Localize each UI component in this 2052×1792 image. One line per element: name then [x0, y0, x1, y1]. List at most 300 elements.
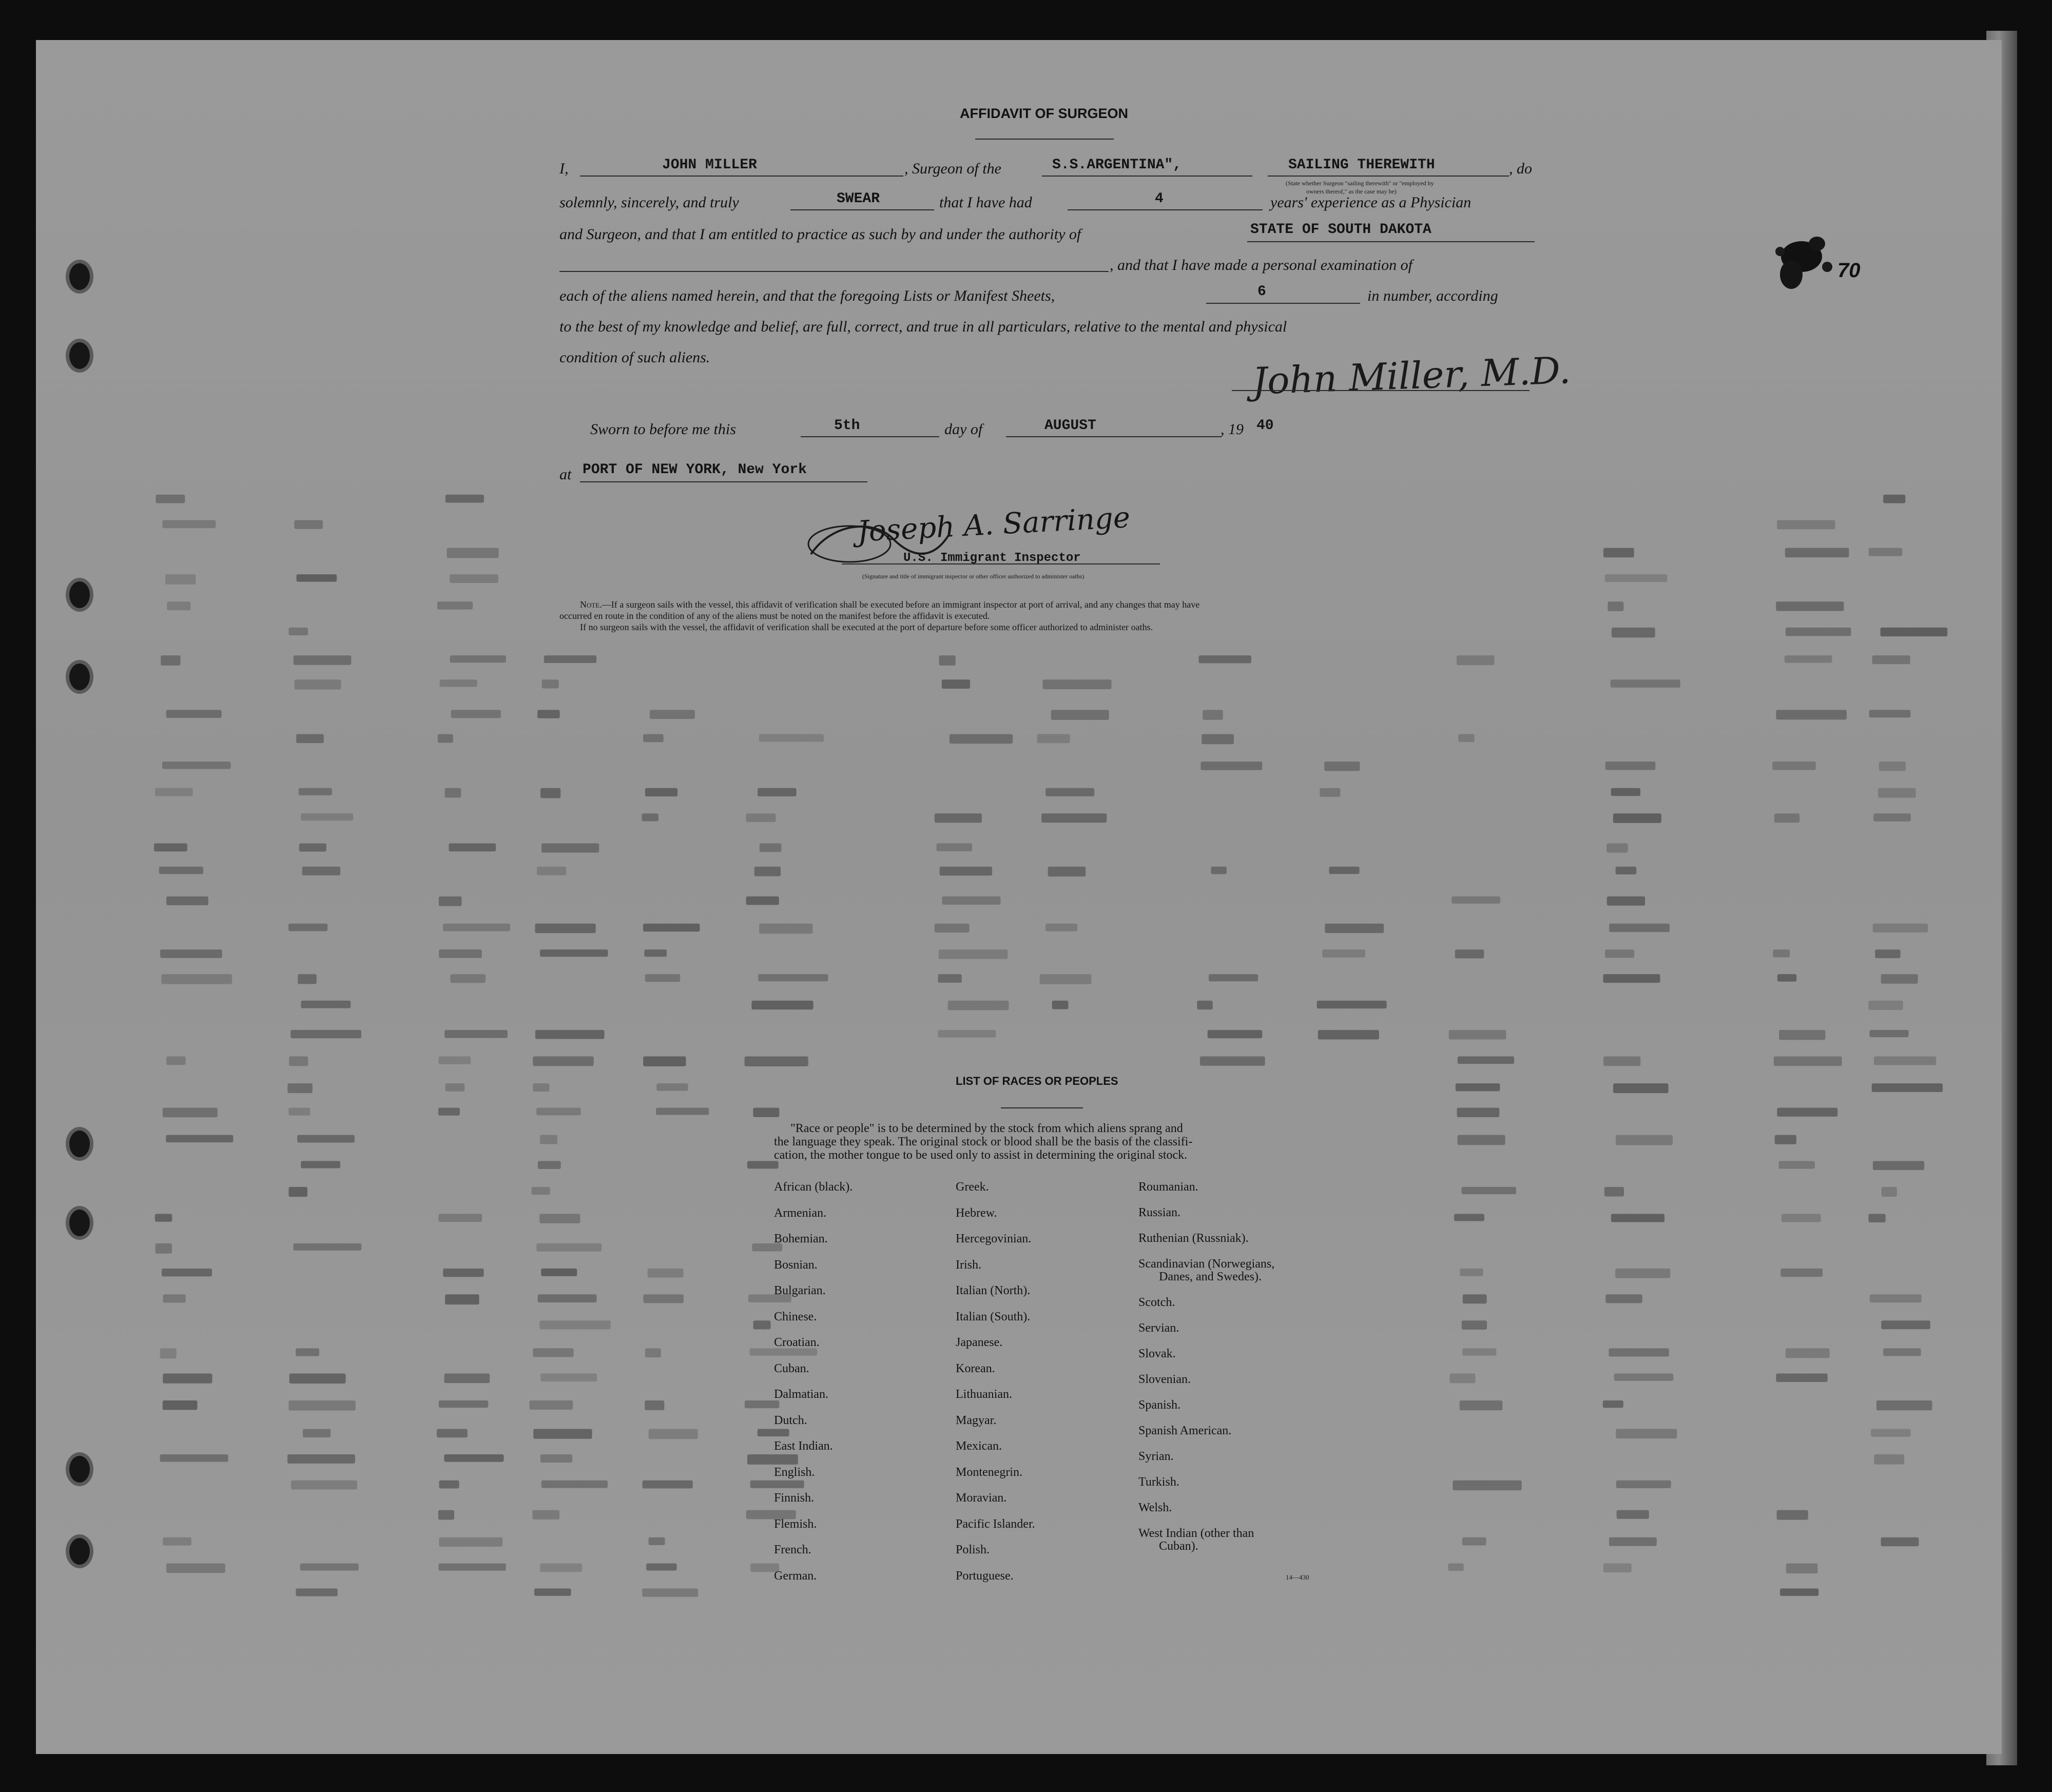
bleed-mark: [1870, 1030, 1909, 1037]
bleed-mark: [447, 548, 498, 558]
bleed-mark: [643, 1057, 686, 1066]
bleed-mark: [166, 710, 222, 718]
bleed-mark: [1611, 679, 1680, 688]
bleed-mark: [296, 1588, 337, 1596]
bleed-mark: [1199, 655, 1251, 663]
bleed-mark: [160, 1348, 177, 1358]
bleed-mark: [536, 1108, 581, 1116]
underline: [580, 176, 903, 177]
bleed-mark: [163, 1108, 218, 1118]
bleed-mark: [1785, 655, 1832, 663]
bleed-mark: [1317, 1001, 1387, 1008]
race-item: Pacific Islander.: [956, 1517, 1035, 1531]
bleed-mark: [539, 1320, 611, 1329]
line2-lead: solemnly, sincerely, and truly: [559, 194, 739, 211]
race-item: Ruthenian (Russniak).: [1138, 1232, 1249, 1245]
bleed-mark: [294, 655, 352, 665]
bleed-mark: [1875, 949, 1900, 958]
title-underline: [975, 139, 1114, 140]
race-item: Italian (South).: [956, 1310, 1031, 1323]
bleed-mark: [1462, 1320, 1487, 1330]
bleed-mark: [1200, 1057, 1265, 1066]
bleed-mark: [291, 1481, 357, 1490]
bleed-mark: [296, 734, 324, 743]
bleed-mark: [541, 1481, 608, 1488]
bleed-mark: [1874, 1057, 1936, 1065]
bleed-mark: [1449, 1030, 1506, 1039]
sworn-day: 5th: [834, 418, 860, 434]
race-item: Armenian.: [774, 1206, 826, 1220]
bleed-mark: [760, 843, 782, 852]
race-item: Irish.: [956, 1258, 981, 1272]
bleed-mark: [750, 1481, 804, 1488]
bleed-mark: [437, 601, 473, 609]
bleed-mark: [1320, 788, 1340, 797]
bleed-mark: [288, 924, 327, 931]
race-item: Hercegovinian.: [956, 1232, 1032, 1245]
bleed-mark: [439, 1481, 459, 1489]
bleed-mark: [449, 843, 496, 851]
bleed-mark: [301, 813, 353, 821]
bleed-mark: [1203, 710, 1223, 719]
affidavit-title: AFFIDAVIT OF SURGEON: [960, 106, 1128, 121]
bleed-mark: [643, 924, 700, 932]
race-item: Dalmatian.: [774, 1388, 828, 1401]
note-line-1: [580, 599, 1199, 610]
bleed-mark: [1616, 867, 1637, 874]
bleed-mark: [1603, 1563, 1632, 1572]
bleed-mark: [1881, 1320, 1930, 1329]
bleed-mark: [1611, 788, 1640, 796]
line3-lead: and Surgeon, and that I am entitled to practice as such by and under the authority of: [559, 226, 1081, 243]
bleed-mark: [642, 1588, 698, 1596]
bleed-mark: [1785, 548, 1849, 557]
bleed-mark: [288, 1400, 355, 1411]
bleed-mark: [645, 1400, 664, 1410]
pronoun: I,: [559, 160, 569, 177]
bleed-mark: [1460, 1400, 1503, 1410]
bleed-mark: [1048, 867, 1086, 876]
race-item: Scotch.: [1138, 1296, 1175, 1309]
bleed-mark: [1878, 788, 1916, 798]
bleed-mark: [540, 1135, 557, 1144]
underline: [559, 271, 1109, 272]
race-item: Syrian.: [1138, 1450, 1174, 1463]
bleed-mark: [438, 1108, 460, 1116]
bleed-mark: [936, 843, 972, 851]
bleed-mark: [644, 949, 667, 957]
bleed-mark: [1871, 1429, 1911, 1437]
race-item: Dutch.: [774, 1413, 807, 1427]
bleed-mark: [938, 1030, 996, 1038]
oath-word: SWEAR: [837, 191, 880, 207]
sworn-day-of: day of: [944, 421, 983, 438]
underline: [580, 481, 867, 482]
bleed-mark: [1779, 1161, 1815, 1168]
bleed-mark: [297, 574, 337, 582]
bleed-mark: [745, 1057, 808, 1066]
bleed-mark: [438, 734, 453, 743]
bleed-mark: [1451, 897, 1500, 904]
authority: STATE OF SOUTH DAKOTA: [1250, 222, 1431, 238]
bleed-mark: [439, 1400, 488, 1408]
race-item: African (black).: [774, 1180, 853, 1194]
bleed-mark: [1052, 1001, 1069, 1009]
bleed-mark: [444, 1374, 490, 1384]
bleed-mark: [1037, 734, 1070, 743]
bleed-mark: [1457, 1108, 1500, 1117]
bleed-mark: [1448, 1563, 1464, 1571]
bleed-mark: [1872, 1083, 1943, 1092]
bleed-mark: [297, 1135, 355, 1143]
bleed-mark: [1786, 1348, 1830, 1358]
underline: [1206, 303, 1360, 304]
race-item: Welsh.: [1138, 1501, 1172, 1514]
bleed-mark: [1609, 924, 1670, 932]
bleed-mark: [294, 1243, 362, 1251]
sworn-month: AUGUST: [1044, 418, 1096, 434]
bleed-mark: [532, 1187, 550, 1195]
bleed-mark: [1611, 1214, 1664, 1222]
bleed-mark: [939, 949, 1008, 959]
bleed-mark: [156, 1243, 172, 1254]
bleed-mark: [643, 1294, 683, 1303]
bleed-mark: [295, 679, 341, 689]
bleed-mark: [1046, 788, 1094, 796]
bleed-mark: [1603, 1400, 1623, 1408]
bleed-mark: [1881, 1537, 1919, 1546]
bleed-mark: [533, 1057, 594, 1066]
bleed-mark: [438, 1214, 482, 1222]
race-item: Flemish.: [774, 1517, 817, 1531]
bleed-mark: [536, 1243, 602, 1252]
page-mark: 70: [1837, 259, 1861, 282]
ink-blot: [1766, 226, 1879, 308]
note-text-1: —If a surgeon sails with the vessel, this affidavit of verification shall be executed before an immigrant inspector at port of arrival, and any changes that may have: [602, 599, 1200, 610]
bleed-mark: [1873, 813, 1911, 821]
bleed-mark: [751, 1001, 813, 1009]
bleed-mark: [166, 1057, 186, 1065]
bleed-mark: [1609, 1537, 1657, 1546]
underline: [1006, 436, 1222, 437]
race-item: Bulgarian.: [774, 1284, 826, 1297]
bleed-mark: [942, 679, 970, 689]
bleed-mark: [1616, 1135, 1673, 1145]
bleed-mark: [1462, 1537, 1486, 1546]
bleed-mark: [166, 897, 208, 905]
bleed-mark: [533, 1348, 573, 1357]
race-item: Servian.: [1138, 1321, 1179, 1335]
bleed-mark: [1324, 762, 1360, 771]
bleed-mark: [645, 1348, 661, 1357]
surgeon-signature: John Miller, M.D.: [1251, 348, 1572, 403]
bleed-mark: [643, 734, 664, 742]
bleed-mark: [288, 628, 308, 635]
bleed-mark: [1776, 601, 1844, 611]
bleed-mark: [753, 1108, 779, 1117]
bleed-mark: [299, 788, 332, 795]
bleed-mark: [539, 1214, 580, 1223]
race-item: Korean.: [956, 1361, 995, 1375]
bleed-mark: [542, 679, 559, 688]
sailing-note: (State whether Surgeon "sailing therewith" or "employed by: [1286, 180, 1434, 187]
race-item: Slovenian.: [1138, 1373, 1191, 1386]
bleed-mark: [163, 520, 216, 529]
bleed-mark: [1614, 1374, 1674, 1381]
bleed-mark: [1603, 974, 1660, 983]
bleed-mark: [1774, 813, 1799, 823]
bleed-mark: [533, 1429, 592, 1439]
bleed-mark: [1612, 628, 1655, 637]
bleed-mark: [1607, 897, 1645, 906]
line6: to the best of my knowledge and belief, are full, correct, and true in all particulars, relative to the mental and physical: [559, 318, 1287, 335]
bleed-mark: [289, 1057, 308, 1066]
bleed-mark: [1780, 1269, 1823, 1277]
bleed-mark: [643, 1481, 693, 1489]
bleed-mark: [541, 1269, 577, 1276]
bleed-mark: [754, 867, 781, 876]
bleed-mark: [1883, 1348, 1921, 1356]
bleed-mark: [1208, 1030, 1263, 1038]
bleed-mark: [446, 1083, 464, 1092]
bleed-mark: [1605, 574, 1667, 582]
bleed-mark: [537, 710, 560, 718]
bleed-mark: [1777, 520, 1835, 530]
bleed-mark: [646, 1563, 676, 1570]
bleed-mark: [1780, 1588, 1818, 1595]
line7: condition of such aliens.: [559, 349, 710, 366]
race-item: German.: [774, 1569, 817, 1583]
inspector-title: U.S. Immigrant Inspector: [903, 551, 1081, 565]
bleed-mark: [656, 1108, 709, 1115]
bleed-mark: [438, 1563, 506, 1570]
races-intro-2: the language they speak. The original stock or blood shall be the basis of the classifi-: [774, 1135, 1193, 1148]
line4-tail: , and that I have made a personal examination of: [1110, 257, 1412, 274]
bleed-mark: [1041, 813, 1107, 823]
bleed-mark: [301, 1161, 340, 1168]
bleed-mark: [745, 1400, 779, 1408]
bleed-mark: [1881, 628, 1948, 636]
ship-name: S.S.ARGENTINA",: [1052, 157, 1182, 173]
bleed-mark: [938, 974, 961, 983]
underline: [1068, 209, 1263, 210]
bleed-mark: [1883, 495, 1905, 503]
bleed-mark: [1608, 601, 1623, 611]
bleed-mark: [758, 1429, 789, 1437]
race-item: Croatian.: [774, 1336, 820, 1349]
race-item: Italian (North).: [956, 1284, 1031, 1297]
bleed-mark: [1786, 628, 1851, 636]
race-item: Scandinavian (Norwegians,: [1138, 1257, 1275, 1271]
years-experience: 4: [1155, 191, 1164, 207]
bleed-mark: [1209, 974, 1258, 981]
bleed-mark: [294, 520, 323, 529]
bleed-mark: [649, 1429, 698, 1439]
at-lead: at: [559, 466, 572, 483]
bleed-mark: [1616, 1429, 1677, 1439]
bleed-mark: [163, 1537, 191, 1546]
bleed-mark: [160, 949, 222, 958]
bleed-mark: [1606, 843, 1628, 852]
bleed-mark: [166, 1563, 225, 1573]
bleed-mark: [167, 601, 190, 610]
bleed-mark: [935, 924, 970, 932]
bleed-mark: [1873, 1161, 1924, 1170]
bleed-mark: [1462, 1348, 1496, 1355]
bleed-mark: [163, 1294, 185, 1302]
bleed-mark: [1325, 924, 1384, 933]
bleed-mark: [439, 949, 482, 958]
bleed-mark: [1201, 762, 1262, 770]
bleed-mark: [759, 924, 812, 934]
bleed-mark: [537, 867, 566, 875]
bleed-mark: [746, 813, 776, 822]
surgeon-of-label: , Surgeon of the: [904, 160, 1001, 177]
bleed-mark: [163, 1400, 198, 1410]
bleed-mark: [440, 679, 477, 687]
sheet-count: 6: [1257, 284, 1266, 300]
bleed-mark: [159, 867, 203, 874]
bleed-mark: [303, 1429, 331, 1437]
race-item: Greek.: [956, 1180, 989, 1194]
bleed-mark: [1329, 867, 1360, 874]
bleed-mark: [439, 897, 462, 906]
bleed-mark: [1458, 734, 1474, 742]
bleed-mark: [296, 1348, 319, 1356]
bleed-mark: [162, 762, 231, 769]
bleed-mark: [445, 1294, 479, 1304]
bleed-mark: [1460, 1269, 1483, 1276]
bleed-mark: [942, 897, 1000, 905]
race-item: French.: [774, 1543, 811, 1556]
bleed-mark: [1617, 1510, 1649, 1519]
bleed-mark: [155, 788, 193, 796]
bleed-mark: [535, 924, 595, 933]
bleed-mark: [534, 1588, 571, 1595]
bleed-mark: [540, 1563, 582, 1572]
race-item: Turkish.: [1138, 1475, 1179, 1489]
bleed-mark: [163, 1374, 212, 1384]
bleed-mark: [940, 867, 992, 875]
bleed-mark: [1605, 1294, 1642, 1303]
bleed-mark: [1879, 762, 1906, 771]
race-item: Portuguese.: [956, 1569, 1014, 1583]
bleed-mark: [758, 974, 828, 981]
bleed-mark: [1318, 1030, 1379, 1039]
surgeon-name: JOHN MILLER: [662, 157, 757, 173]
line5-lead: each of the aliens named herein, and that the foregoing Lists or Manifest Sheets,: [559, 287, 1055, 304]
race-item: Spanish.: [1138, 1398, 1181, 1412]
sworn-lead: Sworn to before me this: [590, 421, 736, 438]
bleed-mark: [1457, 655, 1494, 665]
bleed-mark: [540, 788, 560, 798]
bleed-mark: [1046, 924, 1077, 931]
bleed-mark: [288, 1187, 307, 1197]
bleed-mark: [444, 1454, 504, 1462]
bleed-mark: [161, 655, 180, 666]
bleed-mark: [1604, 1187, 1624, 1197]
bleed-mark: [1453, 1481, 1521, 1490]
underline: [801, 436, 939, 437]
race-item: Magyar.: [956, 1413, 997, 1427]
bleed-mark: [645, 974, 681, 982]
bleed-mark: [538, 1294, 597, 1302]
bleed-mark: [1881, 974, 1918, 984]
bleed-mark: [642, 813, 659, 821]
race-item: East Indian.: [774, 1439, 833, 1453]
bleed-mark: [438, 1510, 454, 1520]
bleed-mark: [287, 1454, 355, 1464]
bleed-mark: [1777, 1108, 1837, 1117]
race-item: English.: [774, 1465, 815, 1479]
bleed-mark: [444, 788, 461, 798]
bleed-mark: [540, 1454, 572, 1463]
bleed-mark: [1779, 1030, 1825, 1040]
bleed-mark: [1772, 762, 1816, 770]
bleed-mark: [299, 843, 326, 851]
bleed-mark: [1449, 1374, 1475, 1384]
bleed-mark: [1869, 548, 1903, 556]
bleed-mark: [530, 1400, 573, 1410]
sworn-year-suffix: 40: [1256, 418, 1274, 434]
bleed-mark: [1882, 1187, 1897, 1197]
bleed-mark: [1455, 949, 1484, 958]
bleed-mark: [450, 974, 485, 983]
bleed-mark: [656, 1083, 688, 1091]
sworn-place: PORT OF NEW YORK, New York: [583, 462, 807, 478]
line2-tail: years' experience as a Physician: [1270, 194, 1472, 211]
bleed-mark: [160, 1454, 228, 1462]
bleed-mark: [1456, 1083, 1500, 1091]
underline: [1247, 241, 1535, 242]
race-item: Montenegrin.: [956, 1465, 1022, 1479]
bleed-mark: [538, 1161, 561, 1169]
bleed-mark: [939, 655, 955, 666]
bleed-mark: [1777, 1510, 1808, 1520]
race-item: Bohemian.: [774, 1232, 828, 1245]
form-number: 14—430: [1286, 1573, 1309, 1581]
race-item: Chinese.: [774, 1310, 817, 1323]
race-item: Polish.: [956, 1543, 990, 1556]
race-item: Bosnian.: [774, 1258, 818, 1272]
bleed-mark: [544, 655, 596, 663]
bleed-mark: [948, 1001, 1009, 1010]
note-lead: Note.: [580, 599, 602, 610]
bleed-mark: [1461, 1187, 1516, 1194]
inspector-signature: Joseph A. Sarringe: [856, 501, 1131, 549]
bleed-mark: [649, 1537, 665, 1545]
bleed-mark: [535, 1030, 605, 1039]
bleed-mark: [162, 1269, 212, 1276]
bleed-mark: [166, 1135, 233, 1143]
bleed-mark: [1458, 1057, 1514, 1064]
bleed-mark: [1616, 1481, 1671, 1488]
bleed-mark: [1322, 949, 1365, 958]
bleed-mark: [288, 1108, 310, 1116]
bleed-mark: [1454, 1214, 1484, 1221]
race-item: Moravian.: [956, 1491, 1007, 1505]
sworn-year-prefix: , 19: [1221, 421, 1244, 438]
line5-tail: in number, according: [1367, 287, 1498, 304]
bleed-mark: [1872, 655, 1910, 664]
bleed-mark: [747, 1454, 798, 1465]
bleed-mark: [1868, 1214, 1885, 1222]
race-item: Japanese.: [956, 1336, 1003, 1349]
bleed-mark: [1605, 762, 1656, 770]
bleed-mark: [1782, 1214, 1821, 1222]
bleed-mark: [300, 1563, 359, 1570]
bleed-mark: [1776, 1374, 1827, 1382]
